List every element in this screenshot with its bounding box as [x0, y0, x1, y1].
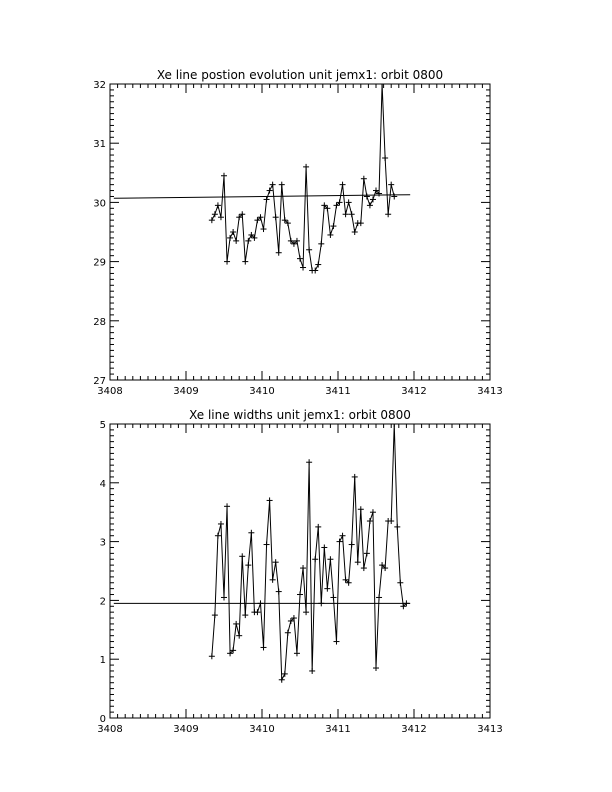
- widths-data-point: [330, 594, 336, 600]
- position-data-point: [230, 229, 236, 235]
- position-data-point: [215, 202, 221, 208]
- widths-data-point: [349, 542, 355, 548]
- widths-data-point: [300, 565, 306, 571]
- widths-data-point: [297, 592, 303, 598]
- widths-x-tick-label: 3413: [477, 724, 503, 735]
- widths-y-tick-label: 2: [99, 596, 106, 608]
- position-data-point: [330, 223, 336, 229]
- widths-data-point: [294, 650, 300, 656]
- widths-x-tick-label: 3411: [325, 724, 351, 735]
- position-data-point: [327, 232, 333, 238]
- widths-data-point: [321, 544, 327, 550]
- widths-y-tick-label: 4: [99, 478, 106, 490]
- widths-data-point: [337, 539, 343, 545]
- widths-data-point: [324, 586, 330, 592]
- position-data-point: [303, 164, 309, 170]
- widths-data-point: [239, 553, 245, 559]
- position-data-point: [318, 241, 324, 247]
- widths-plot: [97, 408, 502, 735]
- position-x-tick-label: 3413: [477, 386, 503, 397]
- widths-data-point: [303, 609, 309, 615]
- widths-data-point: [397, 580, 403, 586]
- position-data-point: [349, 211, 355, 217]
- position-x-tick-label: 3408: [97, 386, 123, 397]
- position-data-point: [245, 238, 251, 244]
- position-data-point: [306, 247, 312, 253]
- position-data-point: [370, 196, 376, 202]
- position-y-tick-label: 32: [93, 80, 106, 91]
- widths-data-point: [285, 630, 291, 636]
- widths-data-point: [340, 533, 346, 539]
- position-x-tick-label: 3410: [249, 386, 275, 397]
- widths-data-point: [315, 524, 321, 530]
- position-data-point: [361, 176, 367, 182]
- widths-data-point: [212, 612, 218, 618]
- widths-x-tick-label: 3409: [173, 724, 199, 735]
- position-data-point: [352, 229, 358, 235]
- position-data-point: [261, 226, 267, 232]
- position-x-tick-label: 3412: [401, 386, 427, 397]
- widths-data-point: [236, 633, 242, 639]
- position-data-point: [227, 235, 233, 241]
- widths-data-point: [370, 509, 376, 515]
- widths-data-point: [367, 518, 373, 524]
- position-data-point: [264, 196, 270, 202]
- widths-data-point: [233, 621, 239, 627]
- position-data-point: [221, 173, 227, 179]
- position-y-tick-label: 27: [93, 376, 106, 387]
- widths-y-tick-label: 5: [99, 420, 106, 431]
- position-series-line: [212, 84, 394, 270]
- position-data-point: [385, 211, 391, 217]
- widths-y-tick-label: 1: [99, 655, 106, 667]
- widths-data-point: [309, 668, 315, 674]
- position-x-tick-label: 3409: [173, 386, 199, 397]
- widths-data-point: [264, 542, 270, 548]
- widths-data-point: [352, 474, 358, 480]
- position-data-point: [209, 217, 215, 223]
- position-plot-frame: [110, 84, 490, 380]
- widths-data-point: [355, 559, 361, 565]
- widths-x-tick-label: 3408: [97, 724, 123, 735]
- position-data-point: [279, 182, 285, 188]
- widths-x-tick-label: 3410: [249, 724, 275, 735]
- position-data-point: [367, 202, 373, 208]
- widths-data-point: [306, 459, 312, 465]
- widths-data-point: [254, 609, 260, 615]
- position-data-point: [364, 193, 370, 199]
- position-y-tick-label: 29: [93, 257, 106, 269]
- widths-data-point: [373, 665, 379, 671]
- widths-data-point: [376, 594, 382, 600]
- widths-data-point: [388, 518, 394, 524]
- position-chart-title: Xe line postion evolution unit jemx1: orbit 0800: [156, 68, 444, 82]
- position-data-point: [233, 238, 239, 244]
- position-data-point: [297, 256, 303, 262]
- position-y-tick-label: 30: [93, 198, 106, 210]
- widths-data-point: [333, 639, 339, 645]
- position-data-point: [300, 265, 306, 271]
- widths-data-point: [276, 589, 282, 595]
- widths-data-point: [209, 653, 215, 659]
- position-data-point: [312, 267, 318, 273]
- widths-y-tick-label: 3: [99, 537, 106, 549]
- widths-data-point: [282, 671, 288, 677]
- position-data-point: [267, 188, 273, 194]
- widths-data-point: [318, 600, 324, 606]
- position-data-point: [242, 259, 248, 265]
- position-data-point: [270, 182, 276, 188]
- widths-data-point: [221, 594, 227, 600]
- widths-data-point: [364, 550, 370, 556]
- widths-data-point: [394, 524, 400, 530]
- widths-data-point: [242, 612, 248, 618]
- position-data-point: [388, 182, 394, 188]
- position-data-point: [382, 155, 388, 161]
- position-data-point: [315, 262, 321, 268]
- position-data-point: [224, 259, 230, 265]
- widths-data-point: [257, 600, 263, 606]
- position-data-point: [343, 211, 349, 217]
- position-data-point: [358, 220, 364, 226]
- position-plot: [93, 68, 502, 397]
- position-data-point: [212, 211, 218, 217]
- widths-data-point: [273, 559, 279, 565]
- widths-data-point: [248, 530, 254, 536]
- widths-data-point: [224, 503, 230, 509]
- widths-data-point: [218, 521, 224, 527]
- widths-data-point: [361, 565, 367, 571]
- widths-data-point: [261, 644, 267, 650]
- widths-chart-title: Xe line widths unit jemx1: orbit 0800: [189, 408, 411, 422]
- widths-data-point: [358, 506, 364, 512]
- position-data-point: [276, 250, 282, 256]
- widths-data-point: [312, 556, 318, 562]
- position-data-point: [273, 214, 279, 220]
- position-y-tick-label: 31: [93, 139, 106, 151]
- widths-data-point: [270, 577, 276, 583]
- widths-data-point: [279, 677, 285, 683]
- widths-x-tick-label: 3412: [401, 724, 427, 735]
- widths-plot-frame: [110, 424, 490, 718]
- position-x-tick-label: 3411: [325, 386, 351, 397]
- position-y-tick-label: 28: [93, 316, 106, 328]
- position-data-point: [218, 214, 224, 220]
- widths-data-point: [245, 562, 251, 568]
- position-data-point: [346, 199, 352, 205]
- widths-data-point: [267, 497, 273, 503]
- widths-data-point: [215, 533, 221, 539]
- position-data-point: [340, 182, 346, 188]
- widths-y-tick-label: 0: [99, 714, 106, 725]
- widths-data-point: [327, 556, 333, 562]
